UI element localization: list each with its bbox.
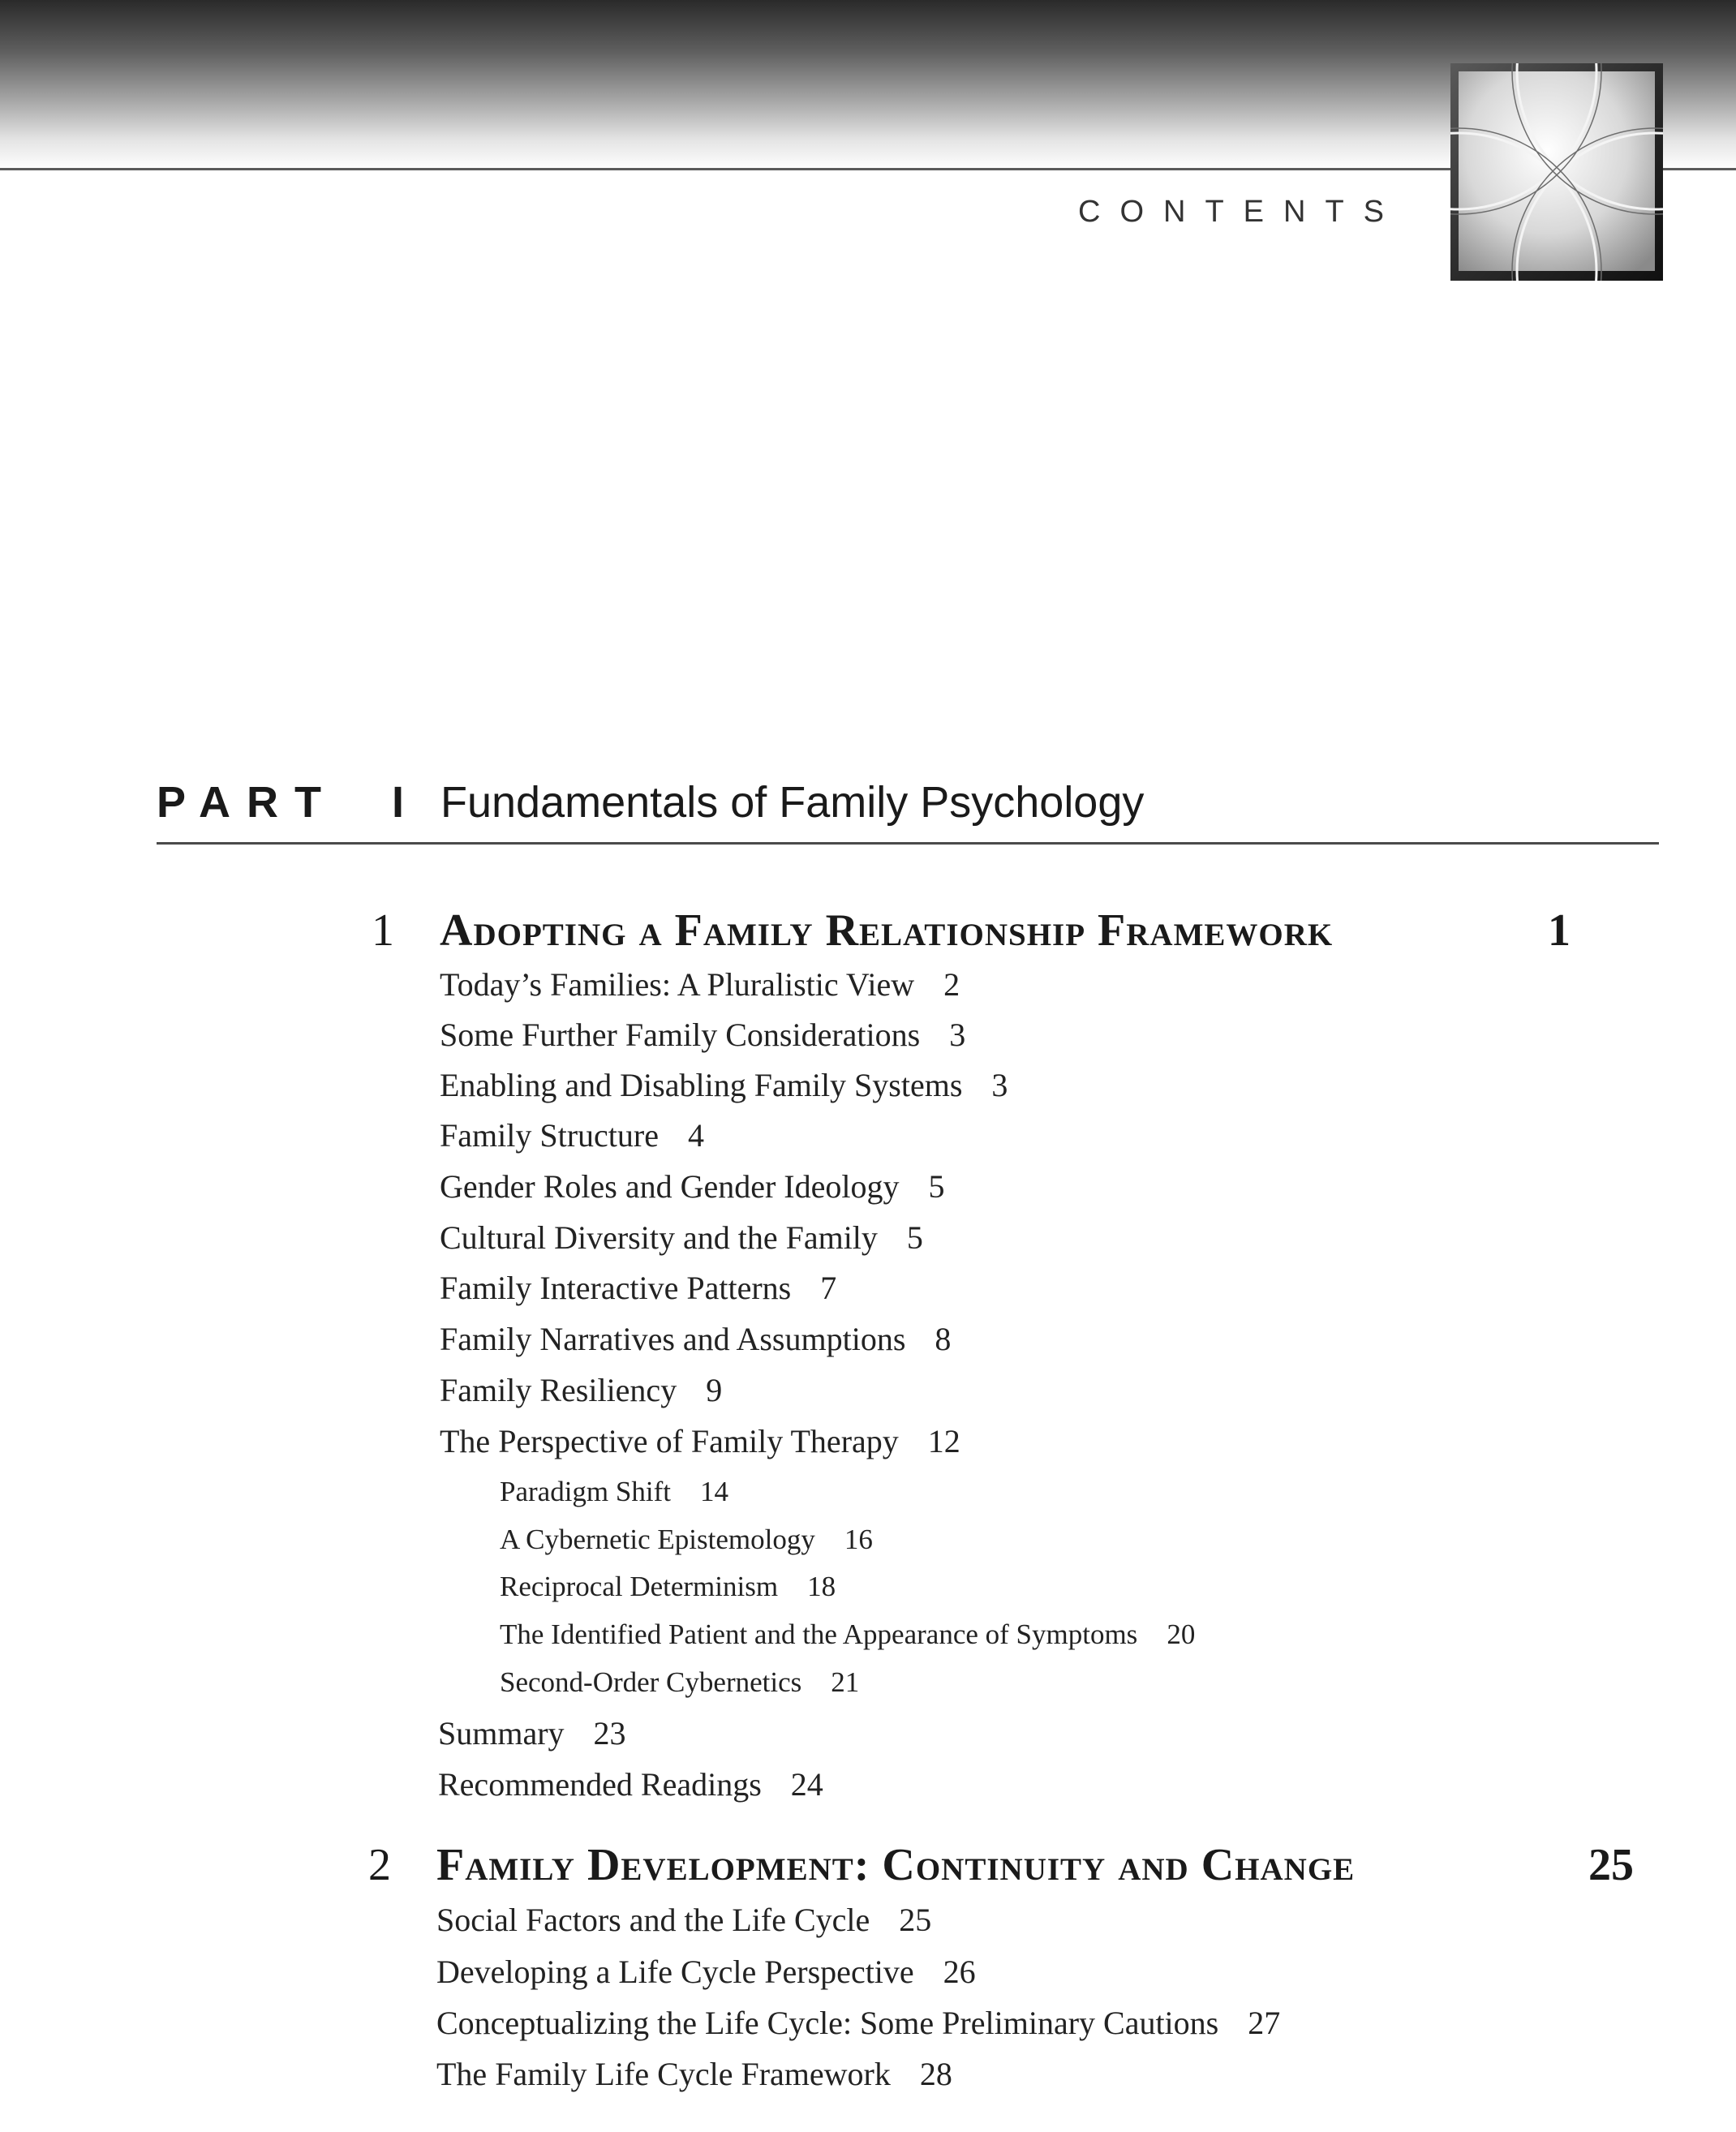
toc-entry-page: 24 [790, 1766, 823, 1803]
toc-entry [440, 1167, 944, 1206]
toc-entry-title: Summary [438, 1715, 565, 1752]
toc-entry-page: 8 [935, 1321, 952, 1357]
toc-entry-page: 28 [919, 2056, 952, 2092]
toc-entry-page: 4 [687, 1117, 704, 1154]
toc-entry-title: The Perspective of Family Therapy [440, 1423, 899, 1459]
toc-entry-page: 20 [1167, 1618, 1196, 1650]
toc-entry-title: A Cybernetic Epistemology [500, 1524, 815, 1555]
toc-entry [440, 1269, 836, 1307]
toc-entry [436, 2055, 952, 2093]
toc-entry [436, 1901, 931, 1939]
toc-entry-title: Family Interactive Patterns [440, 1270, 792, 1306]
chapter-title: Family Development: Continuity and Change [436, 1840, 1356, 1890]
chapter-page: 1 [1548, 905, 1571, 956]
toc-entry-title: Some Further Family Considerations [440, 1017, 921, 1053]
chapter-number: 1 [372, 905, 394, 956]
toc-entry-page: 3 [991, 1067, 1008, 1103]
chapter-title: Adopting a Family Relationship Framework [440, 905, 1334, 956]
toc-entry-title: The Identified Patient and the Appearance of Symptoms [500, 1618, 1138, 1650]
toc-entry-title: Enabling and Disabling Family Systems [440, 1067, 963, 1103]
toc-entry-page: 2 [943, 966, 960, 1003]
toc-entry [440, 1219, 923, 1257]
chapter-number: 2 [368, 1840, 391, 1890]
chapter-heading [0, 1839, 1736, 1896]
toc-entry-title: Gender Roles and Gender Ideology [440, 1168, 900, 1205]
toc-entry-page: 23 [593, 1715, 626, 1752]
toc-entry-page: 27 [1248, 2005, 1281, 2041]
toc-entry-title: Social Factors and the Life Cycle [436, 1902, 870, 1938]
toc-entry-page: 5 [906, 1219, 923, 1256]
part-title: Fundamentals of Family Psychology [440, 778, 1145, 827]
toc-entry-page: 16 [844, 1524, 873, 1555]
toc-entry [440, 1320, 951, 1358]
toc-entry-title: Family Resiliency [440, 1372, 677, 1408]
toc-entry-title: Family Narratives and Assumptions [440, 1321, 906, 1357]
toc-subentry [500, 1666, 859, 1699]
toc-entry [440, 1016, 965, 1054]
toc-entry-title: Conceptualizing the Life Cycle: Some Preliminary Cautions [436, 2005, 1219, 2041]
toc-entry-page: 18 [807, 1571, 836, 1602]
toc-entry [436, 1953, 976, 1991]
toc-entry [438, 1714, 626, 1752]
toc-entry-page: 21 [831, 1666, 860, 1698]
toc-entry-title: Reciprocal Determinism [500, 1571, 779, 1602]
toc-entry-page: 7 [820, 1270, 837, 1306]
toc-entry-page: 25 [899, 1902, 932, 1938]
decorative-emblem-icon [1450, 63, 1663, 281]
toc-entry [438, 1765, 823, 1803]
toc-entry-title: Recommended Readings [438, 1766, 762, 1803]
contents-heading: CONTENTS [1078, 195, 1403, 229]
toc-subentry [500, 1571, 836, 1603]
toc-entry-title: Paradigm Shift [500, 1476, 671, 1507]
toc-entry [440, 965, 960, 1004]
toc-entry-title: The Family Life Cycle Framework [436, 2056, 891, 2092]
toc-entry-page: 9 [706, 1372, 723, 1408]
part-label: PART [157, 778, 337, 827]
toc-subentry [500, 1618, 1195, 1651]
toc-entry-title: Today’s Families: A Pluralistic View [440, 966, 915, 1003]
toc-subentry [500, 1524, 873, 1556]
toc-subentry [500, 1476, 728, 1508]
toc-entry [436, 2004, 1280, 2042]
toc-entry-page: 26 [943, 1954, 976, 1990]
toc-entry [440, 1371, 722, 1409]
part-number: I [392, 778, 405, 827]
toc-entry-page: 14 [699, 1476, 728, 1507]
toc-entry-title: Family Structure [440, 1117, 659, 1154]
toc-entry-page: 3 [949, 1017, 966, 1053]
toc-entry-title: Developing a Life Cycle Perspective [436, 1954, 914, 1990]
toc-entry [440, 1116, 704, 1154]
toc-entry-page: 5 [928, 1168, 945, 1205]
toc-entry-page: 12 [927, 1423, 960, 1459]
part-heading [157, 777, 1659, 845]
chapter-page: 25 [1588, 1840, 1634, 1890]
chapter-heading [0, 905, 1736, 961]
toc-entry [440, 1422, 960, 1460]
toc-entry-title: Second-Order Cybernetics [500, 1666, 802, 1698]
toc-entry-title: Cultural Diversity and the Family [440, 1219, 878, 1256]
toc-entry [440, 1066, 1008, 1104]
